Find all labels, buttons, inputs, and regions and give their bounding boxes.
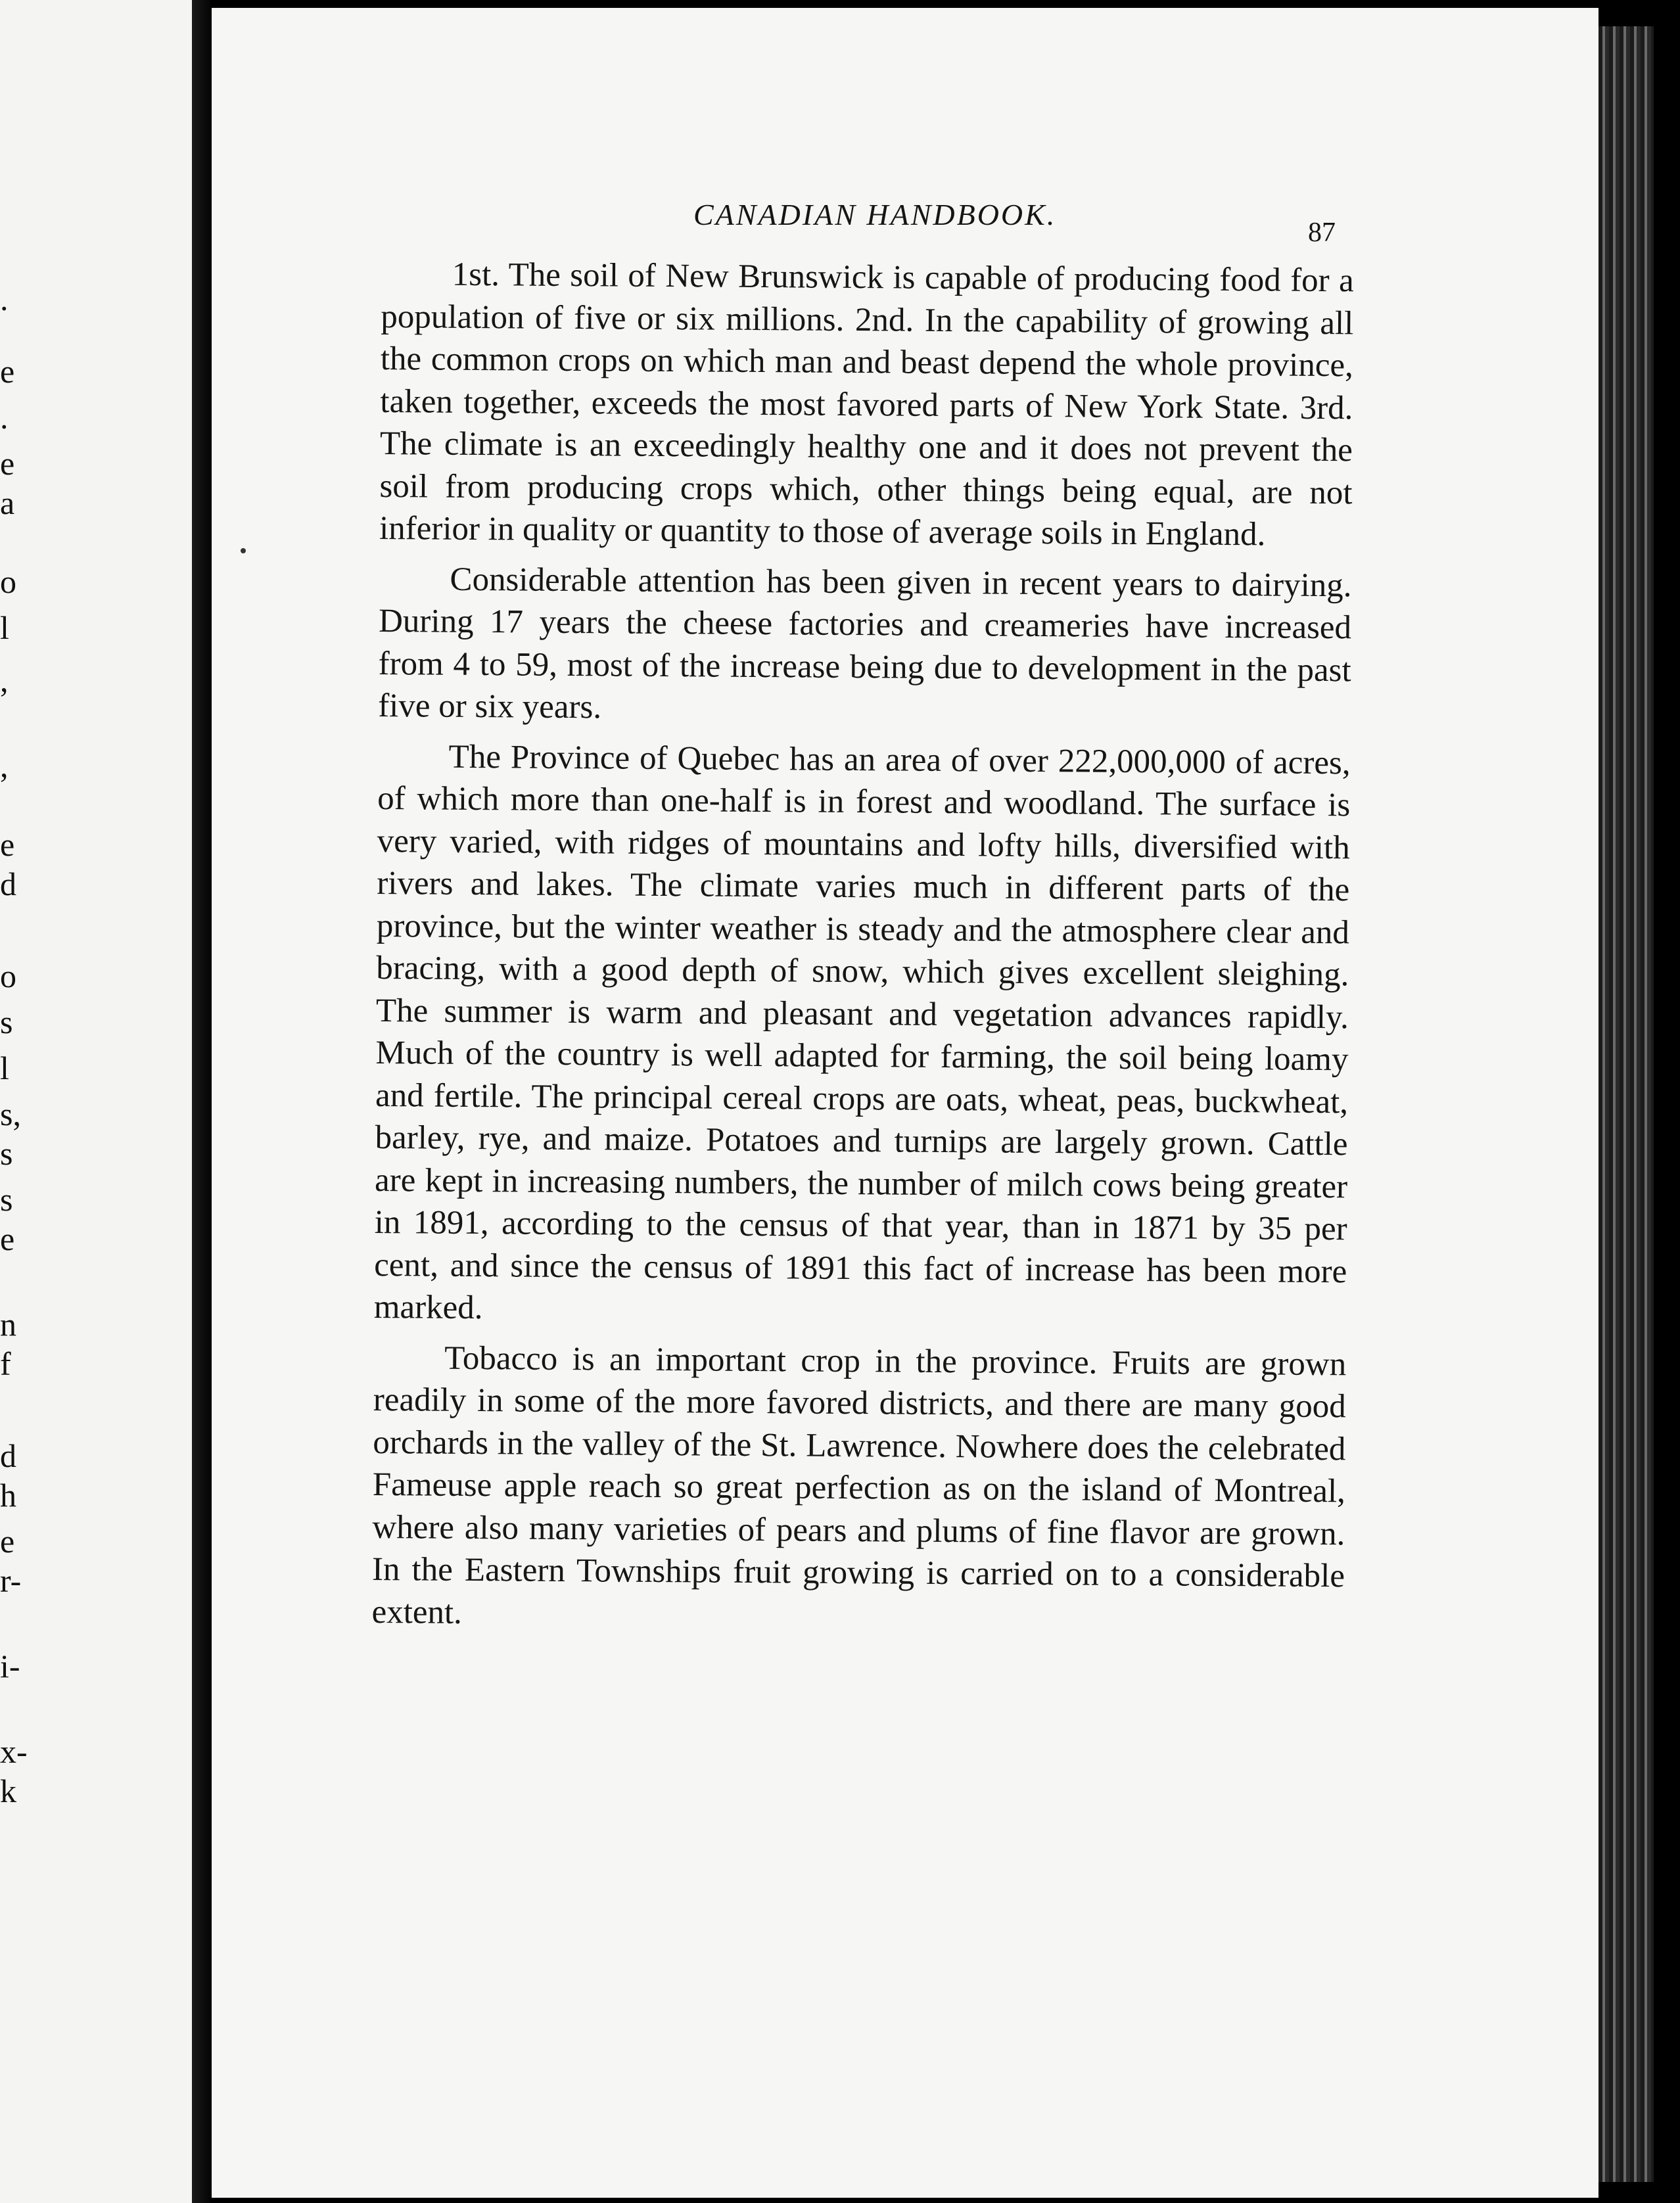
margin-fragment: e [0,1523,15,1560]
margin-fragment: s [0,1181,13,1218]
margin-fragment: . [0,281,9,317]
margin-fragment: e [0,353,15,390]
paragraph-dairying: Considerable attention has been given in recent years to dairying. During 17 years the cheese factories and creameries have increased from 4 to 59, most of the increase being due to development in the past five or six years. [377,561,1352,726]
margin-fragment: s [0,1135,13,1172]
margin-fragment: e [0,1220,15,1257]
previous-page-margin-text [0,0,39,2203]
previous-page [0,0,192,2203]
margin-fragment: d [0,866,16,902]
margin-fragment: i- [0,1648,20,1684]
margin-fragment: h [0,1477,16,1514]
paragraph-tobacco-fruits: Tobacco is an important crop in the province. Fruits are grown readily in some of the more favored districts, and there are many good orchards in the valley of the St. Lawrence. Nowhere does the celebrated Fameuse apple reach so great perfection as on the island of Montreal, where also many varieties of pears and plums of fine flavor are grown. In the Eastern Townships fruit growing is carried on to a considerable extent. [371,1339,1347,1631]
margin-fragment: o [0,563,16,600]
margin-fragment: f [0,1345,11,1382]
margin-fragment: r- [0,1562,22,1599]
margin-fragment: d [0,1437,16,1474]
paragraph-new-brunswick-soil: 1st. The soil of New Brunswick is capable of producing food for a population of five or six millions. 2nd. In the capability of growing all the common crops on which man and beast depend the whole province, taken together, exceeds the most favored parts of New York State. 3rd. The climate is an exceedingly healthy one and it does not prevent the soil from producing crops which, other things being equal, are not inferior in quality or quantity to those of average soils in England. [379,256,1354,553]
margin-fragment: k [0,1773,16,1809]
margin-fragment: n [0,1306,16,1343]
margin-fragment: x- [0,1733,28,1770]
margin-fragment: e [0,445,15,482]
paragraph-quebec: The Province of Quebec has an area of over 222,000,000 of acres, of which more than one-half is in forest and woodland. The surface is very varied, with ridges of mountains and lofty hills, diversified with rivers and lakes. The climate varies much in different parts of the province, but the winter weather is steady and the atmosphere clear and bracing, with a good depth of snow, which gives excellent sleighing. The summer is warm and pleasant and vegetation advances rapidly. Much of the country is well adapted for farming, the soil being loamy and fertile. The principal cereal crops are oats, wheat, peas, buckwheat, barley, rye, and maize. Potatoes and turnips are largely grown. Cattle are kept in increasing numbers, the number of milch cows being greater in 1891, according to the census of that year, than in 1871 by 35 per cent, and since the census of 1891 this fact of increase has been more marked. [373,738,1351,1327]
body-text [371,253,1354,1648]
page-edges [1598,26,1680,2182]
page-number: 87 [1308,218,1336,248]
margin-fragment: . [0,399,9,436]
margin-fragment: l [0,609,9,646]
margin-fragment: , [0,747,9,784]
margin-fragment: e [0,826,15,863]
margin-fragment: s [0,1004,13,1040]
margin-mark [241,548,246,553]
margin-fragment: o [0,958,16,994]
margin-fragment: a [0,484,15,521]
margin-fragment: , [0,662,9,699]
margin-fragment: l [0,1050,9,1086]
margin-fragment: s, [0,1096,21,1132]
book-gutter [192,0,210,2203]
running-head: CANADIAN HANDBOOK. [693,198,1057,231]
